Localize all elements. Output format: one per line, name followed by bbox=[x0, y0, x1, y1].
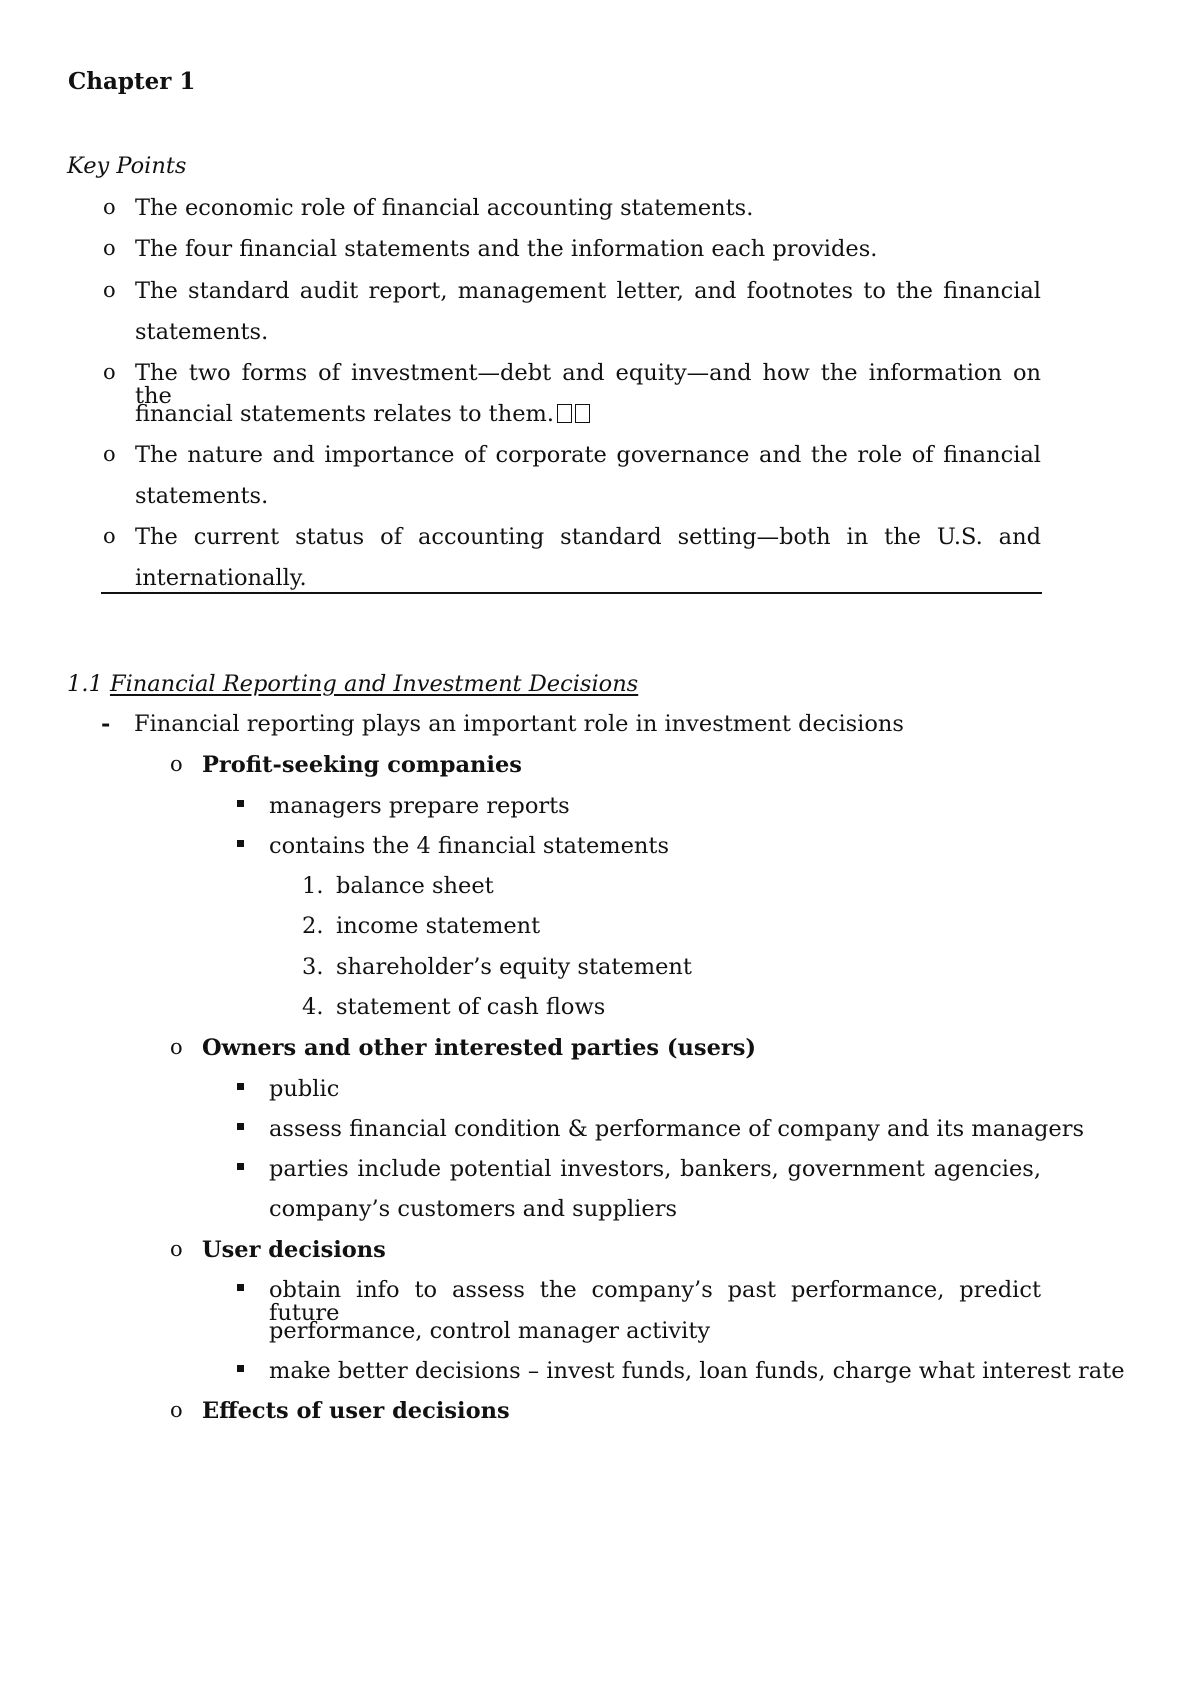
square-bullet-icon bbox=[237, 1083, 244, 1090]
list-item-continuation: company’s customers and suppliers bbox=[269, 1196, 677, 1222]
missing-glyph-icon bbox=[557, 404, 572, 423]
square-bullet-icon bbox=[237, 1284, 244, 1291]
subsection-effects: Effects of user decisions bbox=[202, 1398, 510, 1424]
hollow-bullet-icon: o bbox=[170, 752, 183, 776]
numbered-item: balance sheet bbox=[336, 873, 494, 899]
list-number: 4. bbox=[302, 994, 324, 1020]
section-divider bbox=[101, 592, 1042, 594]
section-number: 1.1 bbox=[67, 671, 103, 697]
hollow-bullet-icon: o bbox=[170, 1035, 183, 1059]
list-item-continuation: performance, control manager activity bbox=[269, 1318, 711, 1344]
numbered-item: income statement bbox=[336, 913, 541, 939]
square-bullet-icon bbox=[237, 1163, 244, 1170]
hollow-bullet-icon: o bbox=[103, 360, 116, 384]
hollow-bullet-icon: o bbox=[103, 195, 116, 219]
square-bullet-icon bbox=[237, 840, 244, 847]
hollow-bullet-icon: o bbox=[103, 442, 116, 466]
key-point-6-line-2: internationally. bbox=[135, 565, 307, 591]
chapter-title: Chapter 1 bbox=[68, 68, 196, 95]
subsection-owners: Owners and other interested parties (users) bbox=[202, 1035, 757, 1061]
missing-glyph-icon bbox=[575, 404, 590, 423]
list-item: obtain info to assess the company’s past performance, predict future bbox=[269, 1277, 1041, 1326]
numbered-item: statement of cash flows bbox=[336, 994, 606, 1020]
key-point-3-line-1: The standard audit report, management letter, and footnotes to the financial bbox=[135, 278, 1041, 304]
list-item: contains the 4 financial statements bbox=[269, 833, 670, 859]
hollow-bullet-icon: o bbox=[170, 1398, 183, 1422]
list-item: assess financial condition & performance of company and its managers bbox=[269, 1116, 1085, 1142]
list-item: parties include potential investors, bankers, government agencies, bbox=[269, 1156, 1041, 1182]
key-point-6-line-1: The current status of accounting standard setting—both in the U.S. and bbox=[135, 524, 1041, 550]
key-point-5-line-1: The nature and importance of corporate governance and the role of financial bbox=[135, 442, 1041, 468]
square-bullet-icon bbox=[237, 1365, 244, 1372]
list-number: 1. bbox=[302, 873, 324, 899]
hollow-bullet-icon: o bbox=[103, 524, 116, 548]
key-point-1: The economic role of financial accounting statements. bbox=[135, 195, 754, 221]
hollow-bullet-icon: o bbox=[170, 1237, 183, 1261]
key-point-4-line-2 bbox=[135, 403, 590, 426]
list-number: 3. bbox=[302, 954, 324, 980]
key-point-3-line-2: statements. bbox=[135, 319, 269, 345]
square-bullet-icon bbox=[237, 800, 244, 807]
list-item: public bbox=[269, 1076, 340, 1102]
key-point-2: The four financial statements and the information each provides. bbox=[135, 236, 878, 262]
section-intro: Financial reporting plays an important role in investment decisions bbox=[134, 711, 904, 737]
numbered-item: shareholder’s equity statement bbox=[336, 954, 692, 980]
subsection-profit-seeking: Profit-seeking companies bbox=[202, 752, 522, 778]
section-title: Financial Reporting and Investment Decisions bbox=[109, 671, 639, 697]
key-point-5-line-2: statements. bbox=[135, 483, 269, 509]
key-points-heading: Key Points bbox=[67, 153, 187, 179]
section-heading bbox=[67, 673, 638, 696]
list-number: 2. bbox=[302, 913, 324, 939]
key-point-4-line-1: The two forms of investment—debt and equity—and how the information on the bbox=[135, 360, 1041, 409]
key-point-4-line-2-text: financial statements relates to them. bbox=[135, 401, 555, 427]
list-item: make better decisions – invest funds, loan funds, charge what interest rate bbox=[269, 1358, 1125, 1384]
list-item: managers prepare reports bbox=[269, 793, 570, 819]
hollow-bullet-icon: o bbox=[103, 236, 116, 260]
square-bullet-icon bbox=[237, 1123, 244, 1130]
dash-bullet-icon: - bbox=[101, 711, 111, 737]
hollow-bullet-icon: o bbox=[103, 278, 116, 302]
subsection-user-decisions: User decisions bbox=[202, 1237, 386, 1263]
